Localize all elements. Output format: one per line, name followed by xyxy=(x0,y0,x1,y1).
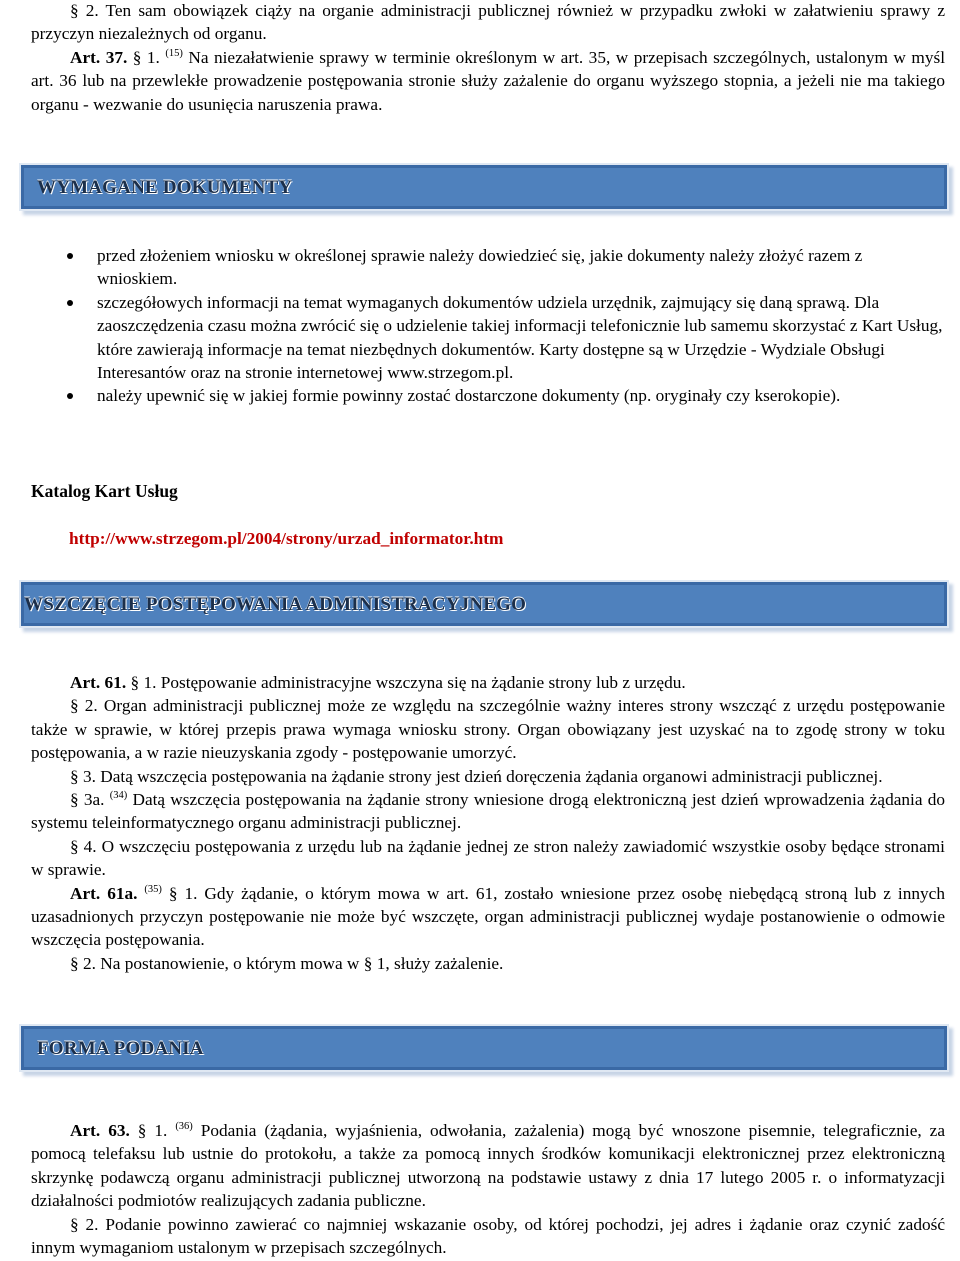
section-banner-form xyxy=(19,1024,949,1072)
art-63-paragraph-1 xyxy=(31,1119,945,1213)
list-item xyxy=(31,291,945,385)
section-banner-documents xyxy=(19,163,949,211)
intro-paragraph-1: § 2. Ten sam obowiązek ciąży na organie administracji publicznej również w przypadku zwłoki w załatwieniu sprawy z przyczyn niezależnych od organu. xyxy=(31,1,945,44)
form-section xyxy=(31,1119,945,1259)
art-61-3a-footnote: (34) xyxy=(109,790,128,802)
section-title-initiation: WSZCZĘCIE POSTĘPOWANIA ADMINISTRACYJNEGO xyxy=(24,594,527,615)
art-61a-paragraph-1 xyxy=(31,882,945,952)
section-banner-initiation xyxy=(19,580,949,628)
art-61a-label: Art. 61a. xyxy=(70,883,138,903)
list-item xyxy=(31,384,945,407)
art-63-text: Podania (żądania, wyjaśnienia, odwołania, zażalenia) mogą być wnoszone pisemnie, telegraficznie, za pomocą telefaksu lub ustnie do protokołu, a także za pomocą innych środków komunikacji elektronicznej przez elektroniczną skrzynkę podawczą organu administracji publicznej utworzoną na podstawie ustawy z dnia 17 lutego 2005 r. o informatyzacji działalności podmiotów realizujących zadania publiczne. xyxy=(31,1121,945,1211)
bullet-text: przed złożeniem wniosku w określonej sprawie należy dowiedzieć się, jakie dokumenty należy złożyć razem z wnioskiem. xyxy=(97,246,863,289)
list-item xyxy=(31,244,945,291)
initiation-section xyxy=(31,671,945,975)
art-61a-footnote: (35) xyxy=(144,883,162,895)
art-61-text-1: § 1. Postępowanie administracyjne wszczyna się na żądanie strony lub z urzędu. xyxy=(130,673,686,692)
art-61-paragraph-3a xyxy=(31,788,945,835)
art-37-label: Art. 37. xyxy=(70,47,128,67)
bullet-icon xyxy=(67,300,73,306)
art-37-paragraph xyxy=(31,46,945,116)
art-37-text: Na niezałatwienie sprawy w terminie określonym w art. 35, w przepisach szczególnych, ustalonym w myśl art. 36 lub na przewlekłe prowadzenie postępowania stronie służy zażalenie do organu wyższego stopnia, a jeżeli nie ma takiego organu - wezwanie do usunięcia naruszenia prawa. xyxy=(31,47,945,114)
catalog-link[interactable]: http://www.strzegom.pl/2004/strony/urzad_informator.htm xyxy=(69,529,504,548)
art-63-footnote: (36) xyxy=(175,1121,193,1132)
intro-section xyxy=(31,0,945,116)
documents-section xyxy=(31,244,945,408)
art-61a-paragraph-2: § 2. Na postanowienie, o którym mowa w § 1, służy zażalenie. xyxy=(70,953,504,973)
art-61-label: Art. 61. xyxy=(70,673,127,692)
documents-bullet-list xyxy=(31,244,945,408)
section-title-form: FORMA PODANIA xyxy=(37,1038,204,1059)
art-61-paragraph-1 xyxy=(31,671,945,694)
bullet-text: należy upewnić się w jakiej formie powinny zostać dostarczone dokumenty (np. oryginały czy kserokopie). xyxy=(97,386,841,406)
bullet-text: szczegółowych informacji na temat wymaganych dokumentów udziela urzędnik, zajmujący się daną sprawą. Dla zaoszczędzenia czasu można zwrócić się o udzielenie takiej informacji telefonicznie lub samemu skorzystać z Kart Usług, które zawierają informacje na temat niezbędnych dokumentów. Karty dostępne są w Urzędzie - Wydziale Obsługi Interesantów oraz na stronie internetowej www.strzegom.pl. xyxy=(97,292,943,383)
art-61-paragraph-3: § 3. Datą wszczęcia postępowania na żądanie strony jest dzień doręczenia żądania organowi administracji publicznej. xyxy=(70,766,883,786)
art-63-paragraph-2: § 2. Podanie powinno zawierać co najmniej wskazanie osoby, od której pochodzi, jej adres i żądanie oraz czynić zadość innym wymaganiom ustalonym w przepisach szczególnych. xyxy=(31,1214,945,1258)
catalog-heading: Katalog Kart Usług xyxy=(31,481,178,501)
art-37-footnote: (15) xyxy=(165,47,183,59)
art-61-3a-label: § 3a. xyxy=(70,790,105,810)
section-title-documents: WYMAGANE DOKUMENTY xyxy=(37,177,293,198)
art-61a-text: § 1. Gdy żądanie, o którym mowa w art. 61, zostało wniesione przez osobę niebędącą stroną lub z innych uzasadnionych przyczyn postępowanie nie może być wszczęte, organ administracji publicznej wydaje postanowienie o odmowie wszczęcia postępowania. xyxy=(31,883,945,950)
art-61-paragraph-2: § 2. Organ administracji publicznej może ze względu na szczególnie ważny interes strony wszcząć z urzędu postępowanie także w sprawie, w której przepis prawa wymaga wniosku strony. Organ obowiązany jest uzyskać na to zgodę strony w toku postępowania, a w razie nieuzyskania zgody - postępowanie umorzyć. xyxy=(31,696,945,763)
art-61-paragraph-4: § 4. O wszczęciu postępowania z urzędu lub na żądanie jednej ze stron należy zawiadomić wszystkie osoby będące stronami w sprawie. xyxy=(31,836,945,880)
art-63-label: Art. 63. xyxy=(70,1121,130,1140)
art-37-par: § 1. xyxy=(132,47,160,67)
art-63-par: § 1. xyxy=(137,1121,168,1140)
art-61-3a-text: Datą wszczęcia postępowania na żądanie strony wniesione drogą elektroniczną jest dzień wprowadzenia żądania do systemu teleinformatycznego organu administracji publicznej. xyxy=(31,790,946,833)
bullet-icon xyxy=(67,393,73,399)
bullet-icon xyxy=(67,253,73,259)
